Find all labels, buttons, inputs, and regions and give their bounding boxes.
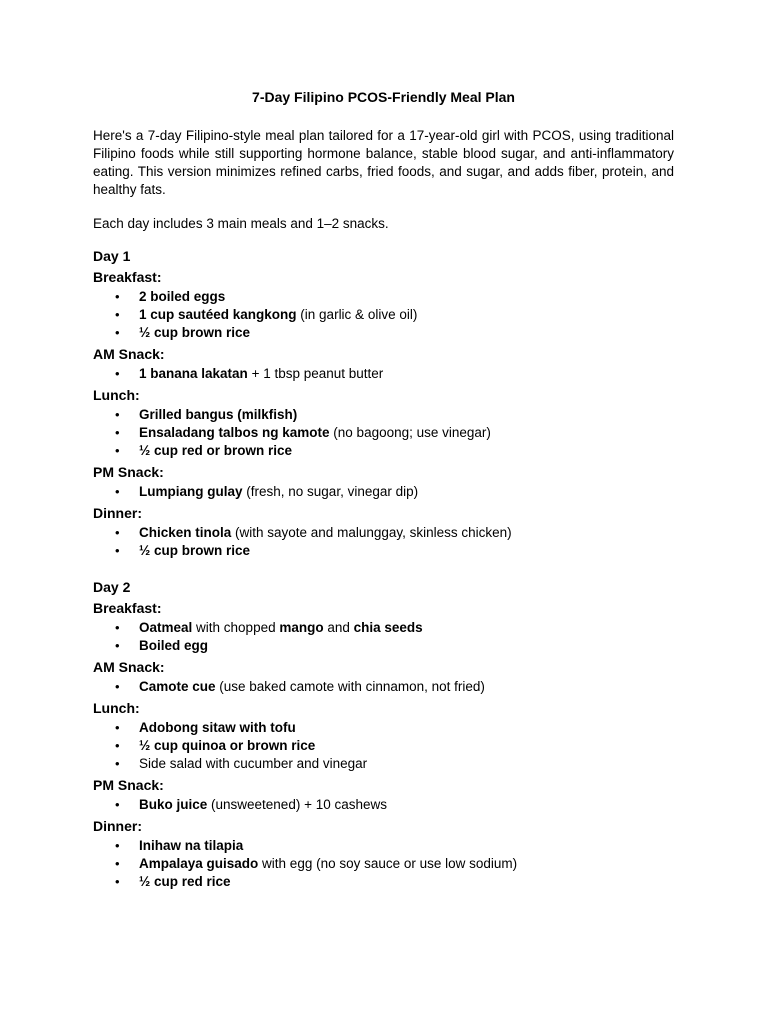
meal-item	[93, 365, 674, 383]
days-container	[93, 246, 674, 891]
meal-label: AM Snack:	[93, 346, 165, 362]
food-name: 2 boiled eggs	[139, 289, 226, 304]
food-detail: (unsweetened) + 10 cashews	[207, 797, 387, 812]
food-name: Grilled bangus (milkfish)	[139, 407, 298, 422]
food-name: Adobong sitaw with tofu	[139, 720, 296, 735]
meal-item-list	[93, 678, 674, 696]
food-name: Oatmeal	[139, 620, 193, 635]
meal-label: Dinner:	[93, 505, 142, 521]
food-name: Chicken tinola	[139, 525, 232, 540]
meal-item	[93, 406, 674, 424]
day-title: Day 1	[93, 248, 131, 264]
day-section	[93, 246, 674, 560]
document-title: 7-Day Filipino PCOS-Friendly Meal Plan	[252, 89, 515, 105]
meal-item-list	[93, 619, 674, 655]
meal-item	[93, 619, 674, 637]
food-name: Buko juice	[139, 797, 208, 812]
meals-note: Each day includes 3 main meals and 1–2 snacks.	[93, 216, 389, 231]
meal-item-list	[93, 288, 674, 342]
meal-label: PM Snack:	[93, 464, 164, 480]
day-section	[93, 577, 674, 891]
food-detail: (no bagoong; use vinegar)	[329, 425, 491, 440]
food-name: Lumpiang gulay	[139, 484, 243, 499]
food-name: ½ cup quinoa or brown rice	[139, 738, 316, 753]
meal-item	[93, 524, 674, 542]
food-name: 1 banana lakatan	[139, 366, 248, 381]
meal-item	[93, 483, 674, 501]
meal-item	[93, 637, 674, 655]
meal-item	[93, 324, 674, 342]
meal-item	[93, 542, 674, 560]
meal-item	[93, 873, 674, 891]
meal-item-list	[93, 524, 674, 560]
food-name: 1 cup sautéed kangkong	[139, 307, 297, 322]
meal-label: AM Snack:	[93, 659, 165, 675]
meal-item-list	[93, 365, 674, 383]
meal-item	[93, 424, 674, 442]
food-name: ½ cup brown rice	[139, 325, 251, 340]
intro-paragraph: Here's a 7-day Filipino-style meal plan tailored for a 17-year-old girl with PCOS, using traditional Filipino foods while still supporting hormone balance, stable blood sugar, and anti-inflammatory eating. This version minimizes refined carbs, fried foods, and sugar, and adds fiber, protein, and healthy fats.	[93, 128, 674, 197]
food-name: Ampalaya guisado	[139, 856, 259, 871]
meal-item	[93, 288, 674, 306]
meal-item	[93, 837, 674, 855]
day-title: Day 2	[93, 579, 131, 595]
food-name: Inihaw na tilapia	[139, 838, 244, 853]
meal-item-list	[93, 483, 674, 501]
food-detail: + 1 tbsp peanut butter	[247, 366, 384, 381]
food-name: ½ cup brown rice	[139, 543, 251, 558]
food-detail: with chopped	[192, 620, 280, 635]
food-name: Ensaladang talbos ng kamote	[139, 425, 330, 440]
food-name: mango	[279, 620, 324, 635]
meal-item-list	[93, 719, 674, 773]
meal-label: Lunch:	[93, 700, 140, 716]
meal-item	[93, 719, 674, 737]
meal-label: Breakfast:	[93, 269, 162, 285]
meal-item	[93, 855, 674, 873]
food-name: ½ cup red or brown rice	[139, 443, 293, 458]
meal-item-list	[93, 796, 674, 814]
meal-label: Breakfast:	[93, 600, 162, 616]
food-detail: with egg (no soy sauce or use low sodium)	[258, 856, 518, 871]
food-detail: Side salad with cucumber and vinegar	[139, 756, 368, 771]
meal-label: Dinner:	[93, 818, 142, 834]
food-detail: (with sayote and malunggay, skinless chicken)	[231, 525, 512, 540]
meal-item	[93, 737, 674, 755]
meal-item	[93, 442, 674, 460]
food-detail: (in garlic & olive oil)	[296, 307, 418, 322]
food-detail: (use baked camote with cinnamon, not fried)	[215, 679, 485, 694]
food-name: Boiled egg	[139, 638, 209, 653]
food-detail: (fresh, no sugar, vinegar dip)	[242, 484, 419, 499]
meal-label: PM Snack:	[93, 777, 164, 793]
meal-item	[93, 678, 674, 696]
meal-item-list	[93, 837, 674, 891]
food-name: chia seeds	[353, 620, 423, 635]
meal-item-list	[93, 406, 674, 460]
meal-label: Lunch:	[93, 387, 140, 403]
meal-item	[93, 306, 674, 324]
food-detail: and	[323, 620, 354, 635]
food-name: ½ cup red rice	[139, 874, 231, 889]
meal-item	[93, 755, 674, 773]
food-name: Camote cue	[139, 679, 216, 694]
meal-item	[93, 796, 674, 814]
